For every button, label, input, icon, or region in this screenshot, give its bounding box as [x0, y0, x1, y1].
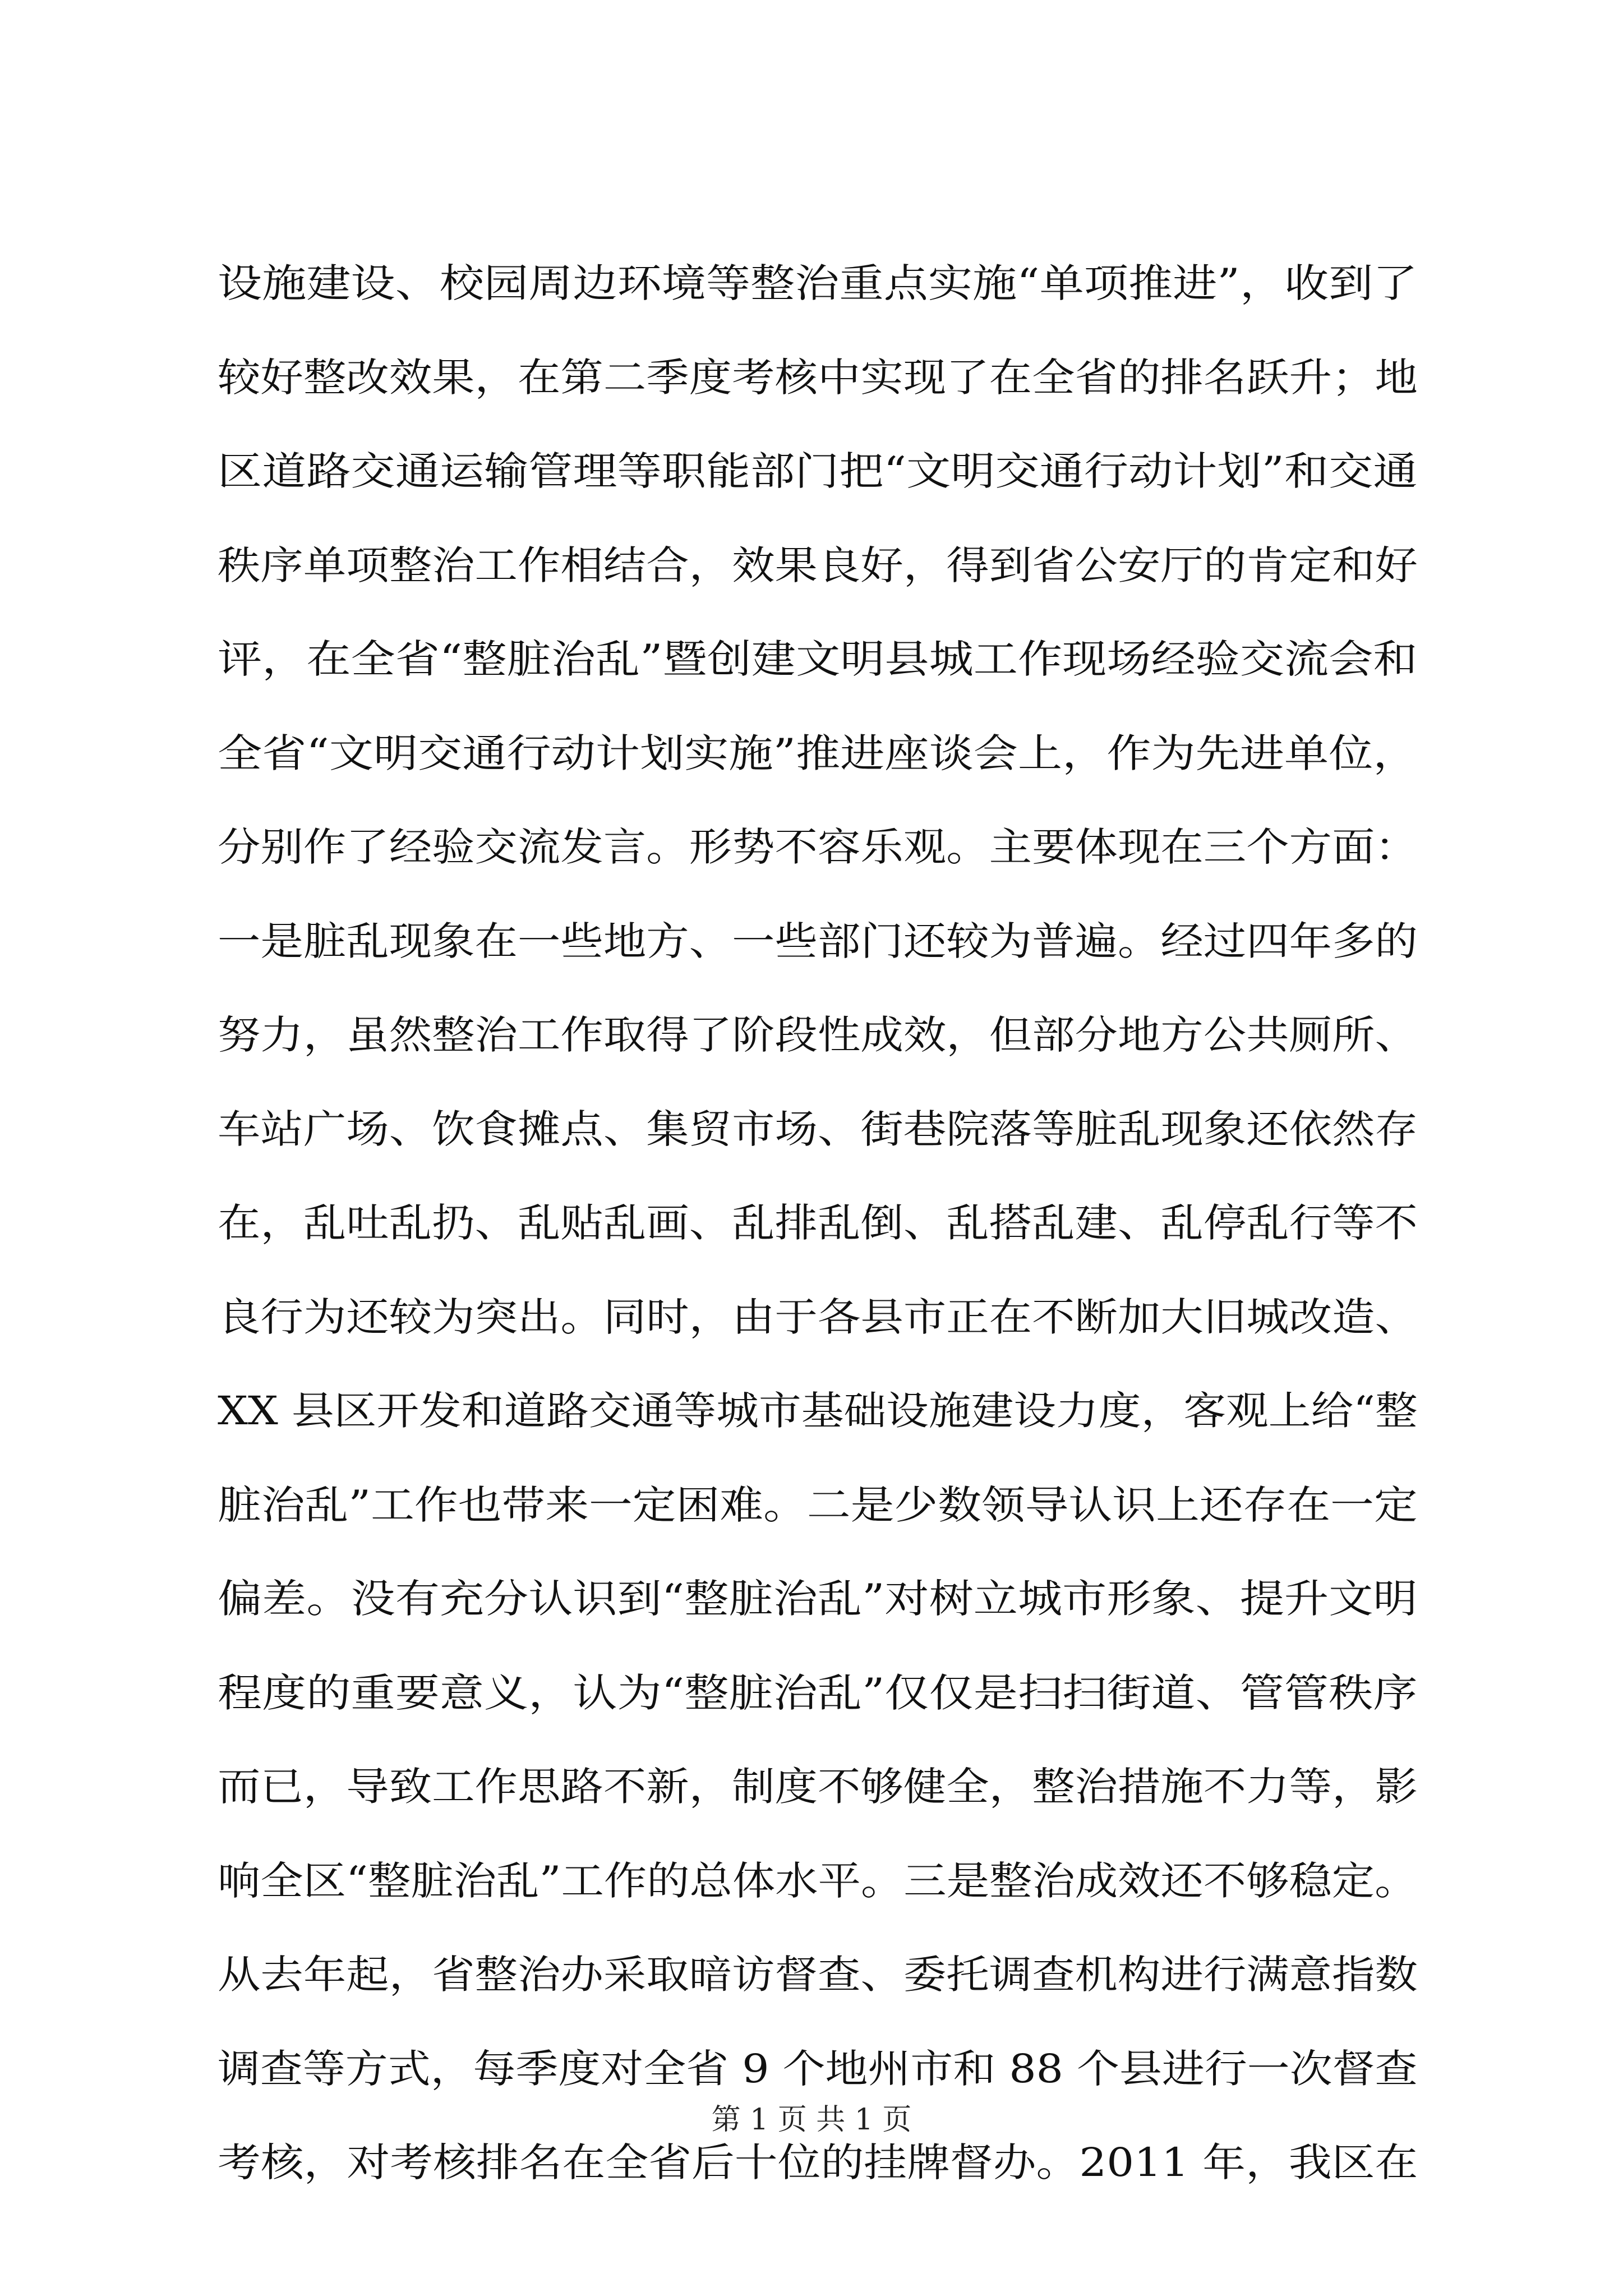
body-line: 在，乱吐乱扔、乱贴乱画、乱排乱倒、乱搭乱建、乱停乱行等不 — [218, 1200, 1418, 1246]
body-line: 而已，导致工作思路不新，制度不够健全，整治措施不力等，影 — [218, 1764, 1418, 1810]
page-footer: 第 1 页 共 1 页 — [711, 2103, 912, 2137]
body-line: 秩序单项整治工作相结合，效果良好，得到省公安厅的肯定和好 — [218, 542, 1418, 588]
body-line: 调查等方式，每季度对全省 9 个地州市和 88 个县进行一次督查 — [218, 2045, 1418, 2092]
body-line: 车站广场、饮食摊点、集贸市场、街巷院落等脏乱现象还依然存 — [218, 1106, 1418, 1152]
body-line: XX 县区开发和道路交通等城市基础设施建设力度，客观上给“整 — [218, 1388, 1418, 1434]
body-line: 评，在全省“整脏治乱”暨创建文明县城工作现场经验交流会和 — [218, 636, 1418, 682]
body-line: 程度的重要意义，认为“整脏治乱”仅仅是扫扫街道、管管秩序 — [218, 1669, 1418, 1716]
body-line: 脏治乱”工作也带来一定困难。二是少数领导认识上还存在一定 — [218, 1481, 1418, 1528]
body-line: 响全区“整脏治乱”工作的总体水平。三是整治成效还不够稳定。 — [218, 1857, 1418, 1904]
body-line: 偏差。没有充分认识到“整脏治乱”对树立城市形象、提升文明 — [218, 1576, 1418, 1622]
body-line: 较好整改效果，在第二季度考核中实现了在全省的排名跃升；地 — [218, 354, 1418, 401]
body-line: 良行为还较为突出。同时，由于各县市正在不断加大旧城改造、 — [218, 1294, 1418, 1340]
body-line: 从去年起，省整治办采取暗访督查、委托调查机构进行满意指数 — [218, 1952, 1418, 1998]
body-line: 努力，虽然整治工作取得了阶段性成效，但部分地方公共厕所、 — [218, 1012, 1418, 1058]
body-line: 一是脏乱现象在一些地方、一些部门还较为普遍。经过四年多的 — [218, 918, 1418, 964]
body-line: 考核，对考核排名在全省后十位的挂牌督办。2011 年，我区在 — [218, 2139, 1418, 2185]
body-line: 区道路交通运输管理等职能部门把“文明交通行动计划”和交通 — [218, 448, 1418, 494]
body-line: 分别作了经验交流发言。形势不容乐观。主要体现在三个方面： — [218, 824, 1418, 870]
body-line: 全省“文明交通行动计划实施”推进座谈会上，作为先进单位， — [218, 730, 1418, 776]
body-line: 设施建设、校园周边环境等整治重点实施“单项推进”，收到了 — [218, 260, 1418, 306]
